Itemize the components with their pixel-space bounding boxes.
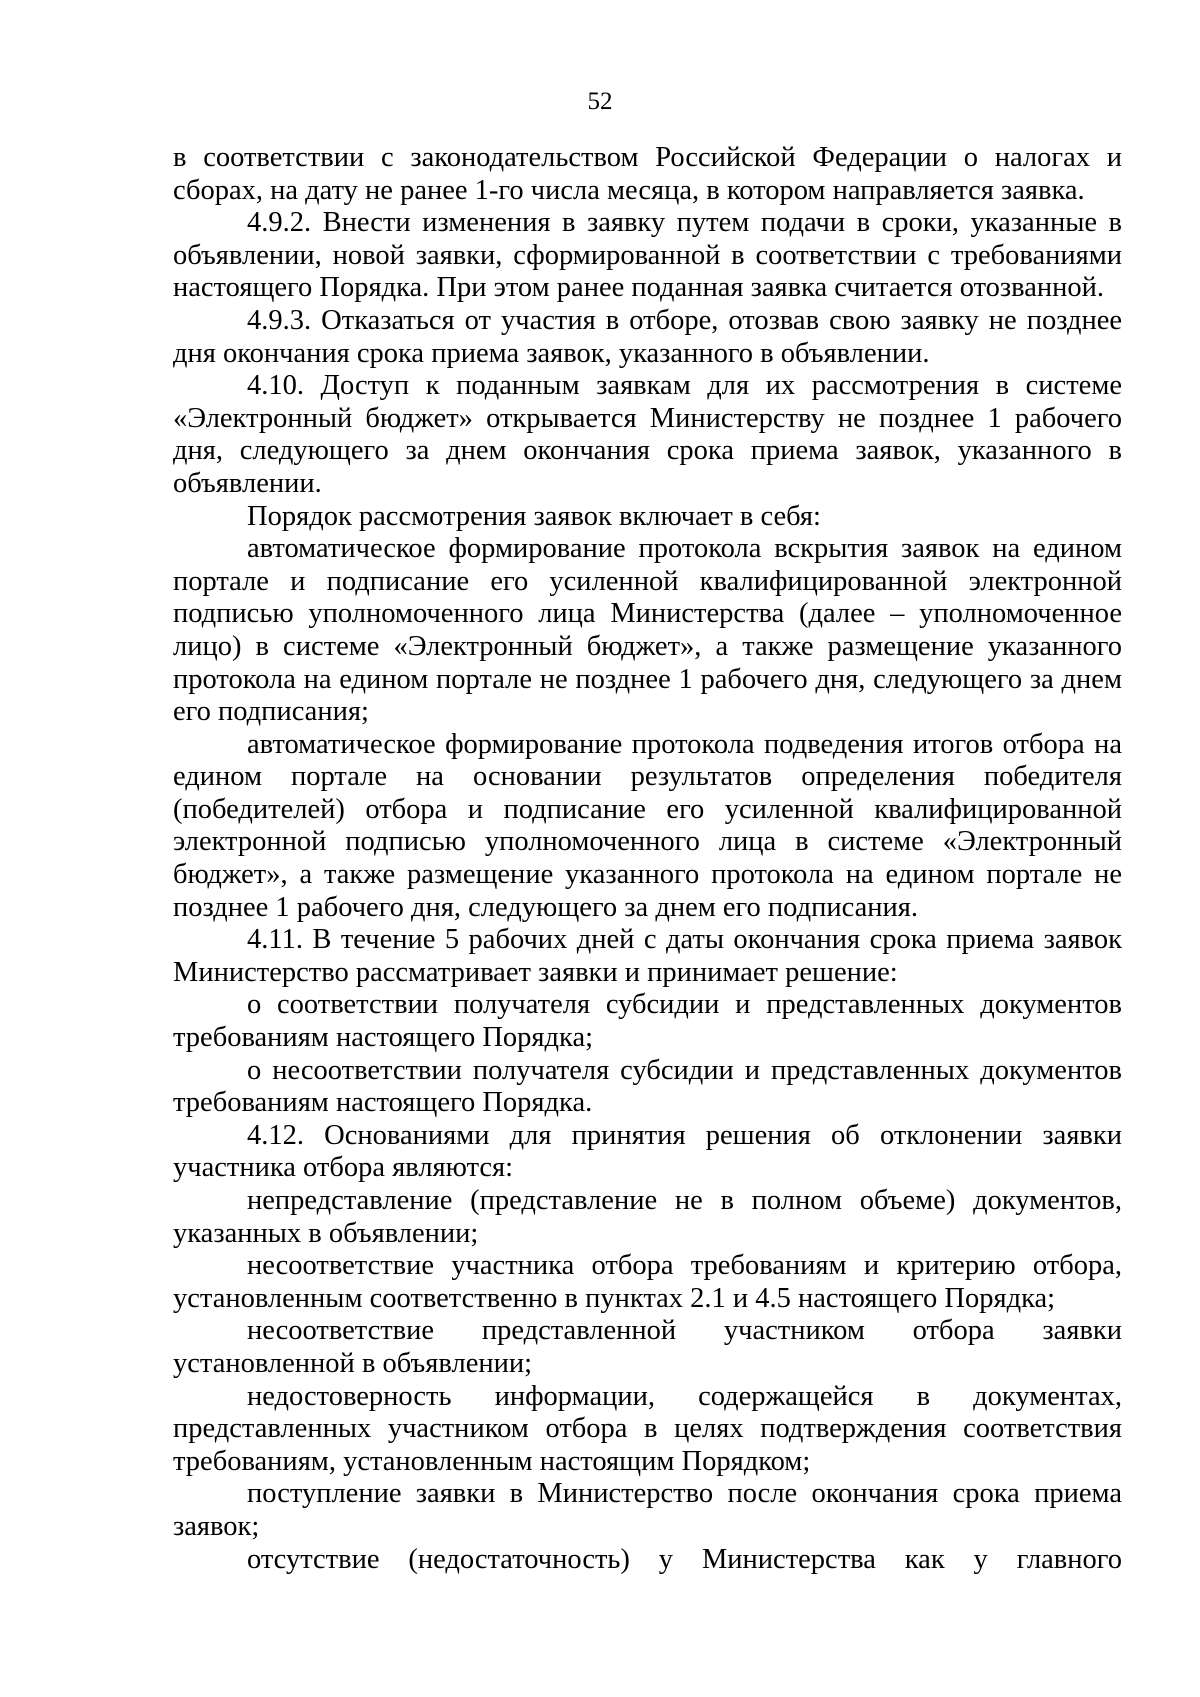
paragraph-opening-protocol: автоматическое формирование протокола вскрытия заявок на едином портале и подписание его усиленной квалифицированной электронной подписью уполномоченного лица Министерства (далее – уполномоченное лицо) в системе «Электронный бюджет», а также размещение указанного протокола на едином портале не позднее 1 рабочего дня, следующего за днем его подписания; xyxy=(173,533,1122,728)
paragraph-ground-unreliable-info: недостоверность информации, содержащейся в документах, представленных участником отбора в целях подтверждения соответствия требованиям, установленным настоящим Порядком; xyxy=(173,1380,1122,1477)
paragraph-ground-application-mismatch: несоответствие представленной участником отбора заявки установленной в объявлении; xyxy=(173,1315,1122,1379)
paragraph-4-12: 4.12. Основаниями для принятия решения об отклонении заявки участника отбора являются: xyxy=(173,1119,1122,1184)
paragraph-4-10: 4.10. Доступ к поданным заявкам для их рассмотрения в системе «Электронный бюджет» открывается Министерству не позднее 1 рабочего дня, следующего за днем окончания срока приема заявок, указанного в объявлении. xyxy=(173,370,1122,499)
paragraph-ground-insufficient-funds: отсутствие (недостаточность) у Министерства как у главного xyxy=(247,1543,1122,1575)
document-body xyxy=(173,142,1122,1576)
paragraph-continuation: в соответствии с законодательством Российской Федерации о налогах и сборах, на дату не ранее 1-го числа месяца, в котором направляется заявка. xyxy=(173,142,1122,206)
paragraph-noncompliance: о несоответствии получателя субсидии и представленных документов требованиям настоящего Порядка. xyxy=(173,1054,1122,1119)
paragraph-ground-missing-documents: непредставление (представление не в полном объеме) документов, указанных в объявлении; xyxy=(173,1185,1122,1249)
page-number: 52 xyxy=(587,88,613,115)
paragraph-4-11: 4.11. В течение 5 рабочих дней с даты окончания срока приема заявок Министерство рассматривает заявки и принимает решение: xyxy=(173,924,1122,988)
paragraph-ground-late-submission: поступление заявки в Министерство после окончания срока приема заявок; xyxy=(173,1478,1122,1542)
paragraph-4-9-2: 4.9.2. Внести изменения в заявку путем подачи в сроки, указанные в объявлении, новой заявки, сформированной в соответствии с требованиями настоящего Порядка. При этом ранее поданная заявка считается отозванной. xyxy=(173,207,1122,304)
paragraph-review-procedure: Порядок рассмотрения заявок включает в себя: xyxy=(247,500,821,532)
paragraph-results-protocol: автоматическое формирование протокола подведения итогов отбора на едином портале на основании результатов определения победителя (победителей) отбора и подписание его усиленной квалифицированной электронной подписью уполномоченного лица в системе «Электронный бюджет», а также размещение указанного протокола на едином портале не позднее 1 рабочего дня, следующего за днем его подписания. xyxy=(173,728,1122,923)
paragraph-ground-participant-mismatch: несоответствие участника отбора требованиям и критерию отбора, установленным соответственно в пунктах 2.1 и 4.5 настоящего Порядка; xyxy=(173,1250,1122,1314)
paragraph-4-9-3: 4.9.3. Отказаться от участия в отборе, отозвав свою заявку не позднее дня окончания срока приема заявок, указанного в объявлении. xyxy=(173,304,1122,369)
paragraph-compliance: о соответствии получателя субсидии и представленных документов требованиям настоящего Порядка; xyxy=(173,989,1122,1054)
